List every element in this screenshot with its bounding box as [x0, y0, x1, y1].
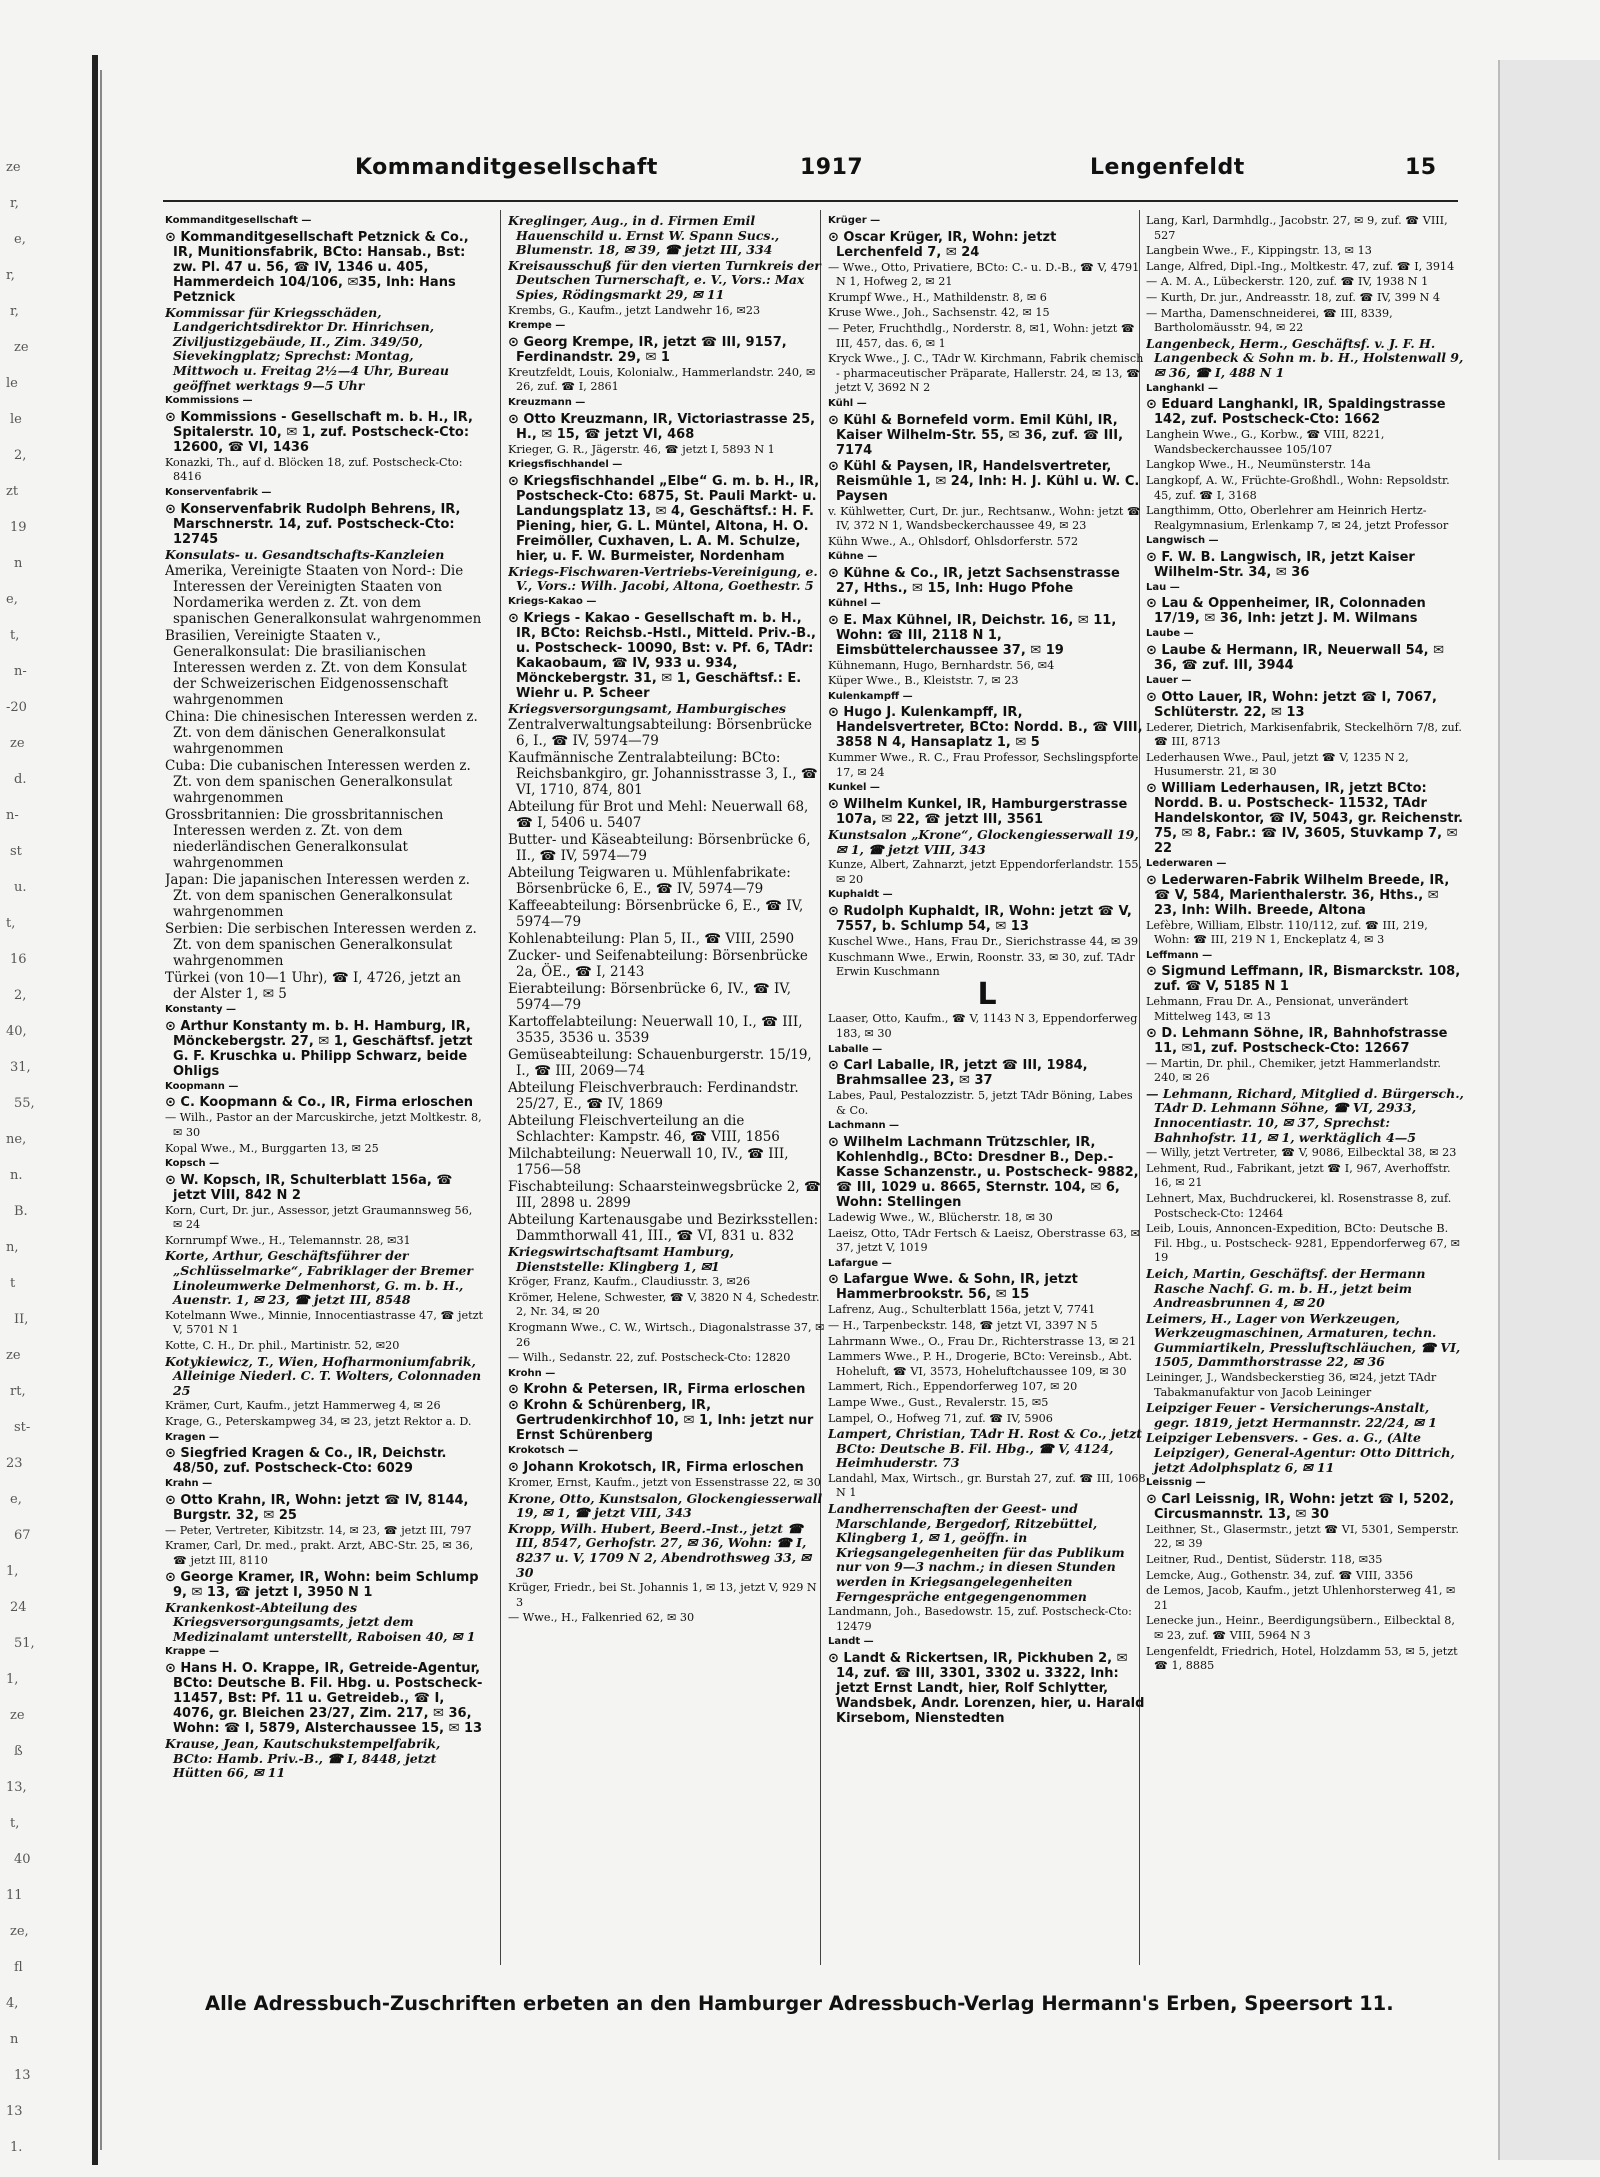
- directory-entry: Lederer, Dietrich, Markisenfabrik, Steckelhörn 7/8, zuf. ☎ III, 8713: [1146, 720, 1462, 749]
- directory-entry: — Kurth, Dr. jur., Andreasstr. 18, zuf. ☎ IV, 399 N 4: [1146, 290, 1440, 304]
- directory-entry: ⊙ Wilhelm Lachmann Trützschler, IR, Kohlenhdlg., BCto: Dresdner B., Dep.-Kasse Schanzenstr., u. Postscheck- 9882, ☎ III, 1029 u. 8665, Sternstr. 104, ✉ 6, Wohn: Stellingen: [828, 1134, 1139, 1210]
- margin-fragment: ze,: [10, 1924, 29, 1939]
- catchword: Kommissions —: [165, 395, 253, 407]
- catchword: Kreuzmann —: [508, 396, 586, 408]
- directory-entry: Krone, Otto, Kunstsalon, Glockengiesserwall 19, ✉ 1, ☎ jetzt VIII, 343: [508, 1490, 823, 1521]
- header-left-keyword: Kommanditgesellschaft: [355, 155, 658, 180]
- directory-entry: Zentralverwaltungsabteilung: Börsenbrücke 6, I., ☎ IV, 5974—79: [508, 717, 812, 750]
- directory-entry: Lederhausen Wwe., Paul, jetzt ☎ V, 1235 N 2, Husumerstr. 21, ✉ 30: [1146, 750, 1409, 779]
- margin-fragment: n.: [10, 1168, 23, 1183]
- margin-fragment: t: [10, 1276, 16, 1291]
- directory-entry: Milchabteilung: Neuerwall 10, IV., ☎ III, 1756—58: [508, 1146, 789, 1179]
- directory-entry: — Wwe., Otto, Privatiere, BCto: C.- u. D.-B., ☎ V, 4791 N 1, Hofweg 2, ✉ 21: [828, 260, 1140, 289]
- margin-fragment: n: [14, 556, 23, 571]
- directory-entry: Kohlenabteilung: Plan 5, II., ☎ VIII, 2590: [508, 931, 795, 948]
- margin-fragment: n-: [14, 664, 27, 679]
- margin-fragment: 13: [6, 2104, 23, 2119]
- margin-fragment: r,: [10, 196, 19, 211]
- catchword: Kunkel —: [828, 782, 880, 794]
- directory-entry: Kriegswirtschaftsamt Hamburg, Dienststelle: Klingberg 1, ✉1: [508, 1244, 734, 1274]
- margin-fragment: n,: [6, 1240, 19, 1255]
- directory-entry: ⊙ Krohn & Petersen, IR, Firma erloschen: [508, 1382, 806, 1398]
- margin-fragment: t,: [10, 628, 20, 643]
- directory-entry: Leib, Louis, Annoncen-Expedition, BCto: Deutsche B. Fil. Hbg., u. Postscheck- 9281, Eppendorferweg 67, ✉ 19: [1146, 1222, 1461, 1265]
- directory-entry: ⊙ Oscar Krüger, IR, Wohn: jetzt Lerchenfeld 7, ✉ 24: [828, 229, 1057, 260]
- directory-entry: Langkop Wwe., H., Neumünsterstr. 14a: [1146, 458, 1371, 472]
- directory-entry: — Wwe., H., Falkenried 62, ✉ 30: [508, 1611, 695, 1625]
- directory-entry: Krembs, G., Kaufm., jetzt Landwehr 16, ✉23: [508, 303, 761, 317]
- directory-entry: Kaufmännische Zentralabteilung: BCto: Reichsbankgiro, gr. Johannisstrasse 3, I., ☎ VI, 1710, 874, 801: [508, 750, 818, 799]
- directory-entry: Kuschel Wwe., Hans, Frau Dr., Sierichstrasse 44, ✉ 39: [828, 935, 1139, 949]
- directory-entry: Lenecke jun., Heinr., Beerdigungsübern., Eilbecktal 8, ✉ 23, zuf. ☎ VIII, 5964 N 3: [1146, 1614, 1455, 1642]
- directory-entry: Konazki, Th., auf d. Blöcken 18, zuf. Postscheck-Cto: 8416: [165, 455, 463, 484]
- directory-entry: ⊙ Laube & Hermann, IR, Neuerwall 54, ✉ 36, ☎ zuf. III, 3944: [1146, 643, 1445, 674]
- catchword: Kulenkampff —: [828, 690, 913, 702]
- directory-entry: Kühn Wwe., A., Ohlsdorf, Ohlsdorferstr. 572: [828, 534, 1079, 548]
- directory-entry: ⊙ Carl Laballe, IR, jetzt ☎ III, 1984, Brahmsallee 23, ✉ 37: [828, 1058, 1088, 1089]
- margin-fragment: e,: [10, 1492, 22, 1507]
- next-page-edge: [1498, 60, 1600, 2160]
- directory-entry: Kuschmann Wwe., Erwin, Roonstr. 33, ✉ 30, zuf. TAdr Erwin Kuschmann: [828, 950, 1135, 979]
- directory-entry: Krage, G., Peterskampweg 34, ✉ 23, jetzt Rektor a. D.: [165, 1415, 472, 1428]
- catchword: Laube —: [1146, 628, 1194, 640]
- directory-entry: Amerika, Vereinigte Staaten von Nord-: Die Interessen der Vereinigten Staaten von Nordamerika werden z. Zt. von dem spanischen Generalkonsulat wahrgenommen: [165, 563, 482, 628]
- directory-entry: Krüger, Friedr., bei St. Johannis 1, ✉ 13, jetzt V, 929 N 3: [508, 1581, 817, 1609]
- catchword: Laballe —: [828, 1043, 883, 1055]
- margin-fragment: le: [6, 376, 18, 391]
- directory-entry: ⊙ Kommissions - Gesellschaft m. b. H., IR, Spitalerstr. 10, ✉ 1, zuf. Postscheck-Cto: 12600, ☎ VI, 1436: [165, 409, 473, 455]
- margin-fragment: 19: [10, 520, 27, 535]
- directory-entry: China: Die chinesischen Interessen werden z. Zt. von dem dänischen Generalkonsulat wahrgenommen: [165, 709, 478, 758]
- margin-fragment: II,: [14, 1312, 29, 1327]
- directory-entry: Lengenfeldt, Friedrich, Hotel, Holzdamm 53, ✉ 5, jetzt ☎ 1, 8885: [1146, 1644, 1458, 1673]
- directory-entry: Abteilung Teigwaren u. Mühlenfabrikate: Börsenbrücke 6, E., ☎ IV, 5974—79: [508, 865, 791, 898]
- directory-entry: Leich, Martin, Geschäftsf. der Hermann Rasche Nachf. G. m. b. H., jetzt beim Andreasbrunnen 4, ✉ 20: [1146, 1265, 1426, 1311]
- directory-entry: Kotte, C. H., Dr. phil., Martinistr. 52, ✉20: [165, 1339, 400, 1353]
- directory-entry: Leitner, Rud., Dentist, Süderstr. 118, ✉35: [1146, 1553, 1383, 1566]
- directory-entry: Krieger, G. R., Jägerstr. 46, ☎ jetzt I, 5893 N 1: [508, 442, 775, 456]
- catchword: Kragen —: [165, 1431, 219, 1443]
- directory-entry: ⊙ Kühl & Paysen, IR, Handelsvertreter, Reismühle 1, ✉ 24, Inh: H. J. Kühl u. W. C. Paysen: [828, 458, 1140, 504]
- catchword: Landt —: [828, 1636, 874, 1648]
- directory-entry: ⊙ Siegfried Kragen & Co., IR, Deichstr. 48/50, zuf. Postscheck-Cto: 6029: [165, 1446, 447, 1477]
- directory-entry: Lehmann, Frau Dr. A., Pensionat, unverändert Mittelweg 143, ✉ 13: [1146, 995, 1409, 1023]
- directory-entry: ⊙ Eduard Langhankl, IR, Spaldingstrasse 142, zuf. Postscheck-Cto: 1662: [1146, 397, 1446, 428]
- directory-entry: Laeisz, Otto, TAdr Fertsch & Laeisz, Oberstrasse 63, ✉ 37, jetzt V, 1019: [828, 1226, 1140, 1255]
- directory-entry: ⊙ D. Lehmann Söhne, IR, Bahnhofstrasse 11, ✉1, zuf. Postscheck-Cto: 12667: [1146, 1025, 1448, 1056]
- directory-entry: Lampel, O., Hofweg 71, zuf. ☎ IV, 5906: [828, 1411, 1053, 1425]
- directory-entry: — Peter, Fruchthdlg., Norderstr. 8, ✉1, Wohn: jetzt ☎ III, 457, das. 6, ✉ 1: [828, 321, 1135, 350]
- directory-entry: ⊙ Lau & Oppenheimer, IR, Colonnaden 17/19, ✉ 36, Inh: jetzt J. M. Wilmans: [1146, 596, 1426, 627]
- margin-fragment: 40,: [6, 1024, 27, 1039]
- directory-entry: — Peter, Vertreter, Kibitzstr. 14, ✉ 23, ☎ jetzt III, 797: [165, 1523, 472, 1537]
- catchword: Lafargue —: [828, 1257, 892, 1269]
- margin-fragment: ne,: [6, 1132, 27, 1147]
- margin-fragment: e,: [6, 592, 18, 607]
- directory-entry: Leipziger Lebensvers. - Ges. a. G., (Alte Leipziger), General-Agentur: Otto Dittrich, jetzt Adolphsplatz 6, ✉ 11: [1146, 1430, 1455, 1475]
- margin-fragment: rt,: [10, 1384, 26, 1399]
- margin-fragment: 1.: [10, 2140, 23, 2155]
- directory-entry: ⊙ E. Max Kühnel, IR, Deichstr. 16, ✉ 11, Wohn: ☎ III, 2118 N 1, Eimsbüttelerchaussee 37, ✉ 19: [828, 612, 1117, 658]
- directory-entry: Ladewig Wwe., W., Blücherstr. 18, ✉ 30: [828, 1210, 1053, 1224]
- directory-entry: Lange, Alfred, Dipl.-Ing., Moltkestr. 47, zuf. ☎ I, 3914: [1146, 259, 1455, 273]
- directory-entry: Langthimm, Otto, Oberlehrer am Heinrich Hertz-Realgymnasium, Erlenkamp 7, ✉ 24, jetzt Professor: [1146, 504, 1449, 532]
- section-letter-heading: L: [977, 976, 997, 1012]
- directory-entry: ⊙ Rudolph Kuphaldt, IR, Wohn: jetzt ☎ V, 7557, b. Schlump 54, ✉ 13: [828, 904, 1132, 935]
- directory-entry: Krause, Jean, Kautschukstempelfabrik, BCto: Hamb. Priv.-B., ☎ I, 8448, jetzt Hütten 66, ✉ 11: [165, 1735, 441, 1781]
- catchword: Kühl —: [828, 397, 867, 409]
- directory-entry: ⊙ Otto Krahn, IR, Wohn: jetzt ☎ IV, 8144, Burgstr. 32, ✉ 25: [165, 1492, 469, 1523]
- catchword: Langhankl —: [1146, 382, 1218, 394]
- margin-fragment: 13: [14, 2068, 31, 2083]
- margin-fragment: ze: [10, 736, 25, 751]
- catchword: Lau —: [1146, 581, 1180, 593]
- margin-fragment: st: [10, 844, 22, 859]
- catchword: Krohn —: [508, 1367, 556, 1379]
- catchword: Krüger —: [828, 215, 881, 226]
- margin-fragment: 2,: [14, 988, 27, 1003]
- margin-fragment: ze: [6, 160, 21, 175]
- directory-entry: Eierabteilung: Börsenbrücke 6, IV., ☎ IV, 5974—79: [508, 981, 792, 1014]
- directory-entry: — A. M. A., Lübeckerstr. 120, zuf. ☎ IV, 1938 N 1: [1146, 275, 1429, 289]
- directory-entry: Krogmann Wwe., C. W., Wirtsch., Diagonalstrasse 37, ✉ 26: [508, 1321, 825, 1349]
- directory-entry: Küper Wwe., B., Kleiststr. 7, ✉ 23: [828, 674, 1019, 688]
- directory-entry: Abteilung für Brot und Mehl: Neuerwall 68, ☎ I, 5406 u. 5407: [508, 799, 809, 832]
- directory-entry: Kröger, Franz, Kaufm., Claudiusstr. 3, ✉26: [508, 1275, 751, 1289]
- directory-entry: Leipziger Feuer - Versicherungs-Anstalt, gegr. 1819, jetzt Hermannstr. 22/24, ✉ 1: [1146, 1400, 1437, 1430]
- directory-entry: Butter- und Käseabteilung: Börsenbrücke 6, II., ☎ IV, 5974—79: [508, 832, 811, 865]
- directory-entry: — Wilh., Sedanstr. 22, zuf. Postscheck-Cto: 12820: [508, 1351, 791, 1365]
- margin-fragment: 24: [10, 1600, 27, 1615]
- margin-fragment: zt: [6, 484, 19, 499]
- directory-entry: — Lehmann, Richard, Mitglied d. Bürgersch., TAdr D. Lehmann Söhne, ☎ VI, 2933, Innocentiastr. 10, ✉ 37, Sprechst: Bahnhofstr. 11, ✉ 1, werktäglich 4—5: [1146, 1085, 1464, 1145]
- directory-entry: Langbein Wwe., F., Kippingstr. 13, ✉ 13: [1146, 244, 1372, 258]
- catchword: Koopmann —: [165, 1080, 239, 1092]
- directory-entry: Kotelmann Wwe., Minnie, Innocentiastrasse 47, ☎ jetzt V, 5701 N 1: [165, 1308, 483, 1337]
- directory-entry: ⊙ Lederwaren-Fabrik Wilhelm Breede, IR, ☎ V, 584, Marienthalerstr. 36, Hths., ✉ 23, Inh: Wilh. Breede, Altona: [1146, 872, 1450, 918]
- directory-entry: Kramer, Carl, Dr. med., prakt. Arzt, ABC-Str. 25, ✉ 36, ☎ jetzt III, 8110: [165, 1539, 474, 1567]
- directory-entry: Lampe Wwe., Gust., Revalerstr. 15, ✉5: [828, 1395, 1049, 1409]
- running-header: [160, 155, 1452, 195]
- directory-entry: Kriegsversorgungsamt, Hamburgisches: [508, 700, 786, 716]
- catchword: Kühne —: [828, 551, 878, 563]
- directory-entry: ⊙ Arthur Konstanty m. b. H. Hamburg, IR, Mönckebergstr. 27, ✉ 1, Geschäftsf. jetzt G. F. Kruschka u. Philipp Schwarz, beide Ohligs: [165, 1018, 473, 1079]
- directory-entry: Kaffeeabteilung: Börsenbrücke 6, E., ☎ IV, 5974—79: [508, 898, 804, 931]
- column-divider: [500, 210, 501, 1965]
- margin-fragment: r,: [10, 304, 19, 319]
- directory-entry: Lampert, Christian, TAdr H. Rost & Co., jetzt BCto: Deutsche B. Fil. Hbg., ☎ V, 4124, Heimhuderstr. 73: [828, 1426, 1142, 1471]
- directory-entry: Lang, Karl, Darmhdlg., Jacobstr. 27, ✉ 9, zuf. ☎ VIII, 527: [1146, 214, 1448, 242]
- margin-fragment: 55,: [14, 1096, 35, 1111]
- directory-entry: Cuba: Die cubanischen Interessen werden z. Zt. von dem spanischen Generalkonsulat wahrgenommen: [165, 758, 471, 807]
- book-spine: [92, 55, 98, 2165]
- header-rule: [163, 200, 1458, 202]
- catchword: Lederwaren —: [1146, 858, 1227, 870]
- margin-fragment: -20: [6, 700, 27, 715]
- directory-entry: ⊙ Kühl & Bornefeld vorm. Emil Kühl, IR, Kaiser Wilhelm-Str. 55, ✉ 36, zuf. ☎ III, 7174: [828, 412, 1124, 458]
- directory-entry: Kartoffelabteilung: Neuerwall 10, I., ☎ III, 3535, 3536 u. 3539: [508, 1014, 803, 1047]
- spine-shadow: [100, 70, 102, 2150]
- margin-fragment: 31,: [10, 1060, 31, 1075]
- directory-entry: Laaser, Otto, Kaufm., ☎ V, 1143 N 3, Eppendorferweg 183, ✉ 30: [828, 1012, 1138, 1040]
- directory-entry: Grossbritannien: Die grossbritannischen Interessen werden z. Zt. von dem niederländischen Generalkonsulat wahrgenommen: [165, 807, 444, 872]
- margin-fragment: t,: [6, 916, 16, 931]
- directory-entry: Kunstsalon „Krone“, Glockengiesserwall 19, ✉ 1, ☎ jetzt VIII, 343: [828, 827, 1139, 857]
- directory-entry: ⊙ C. Koopmann & Co., IR, Firma erloschen: [165, 1095, 474, 1111]
- directory-entry: Langkopf, A. W., Früchte-Großhdl., Wohn: Repsoldstr. 45, zuf. ☎ I, 3168: [1146, 473, 1450, 502]
- column-2: [508, 214, 826, 1964]
- catchword: Kuphaldt —: [828, 889, 893, 901]
- margin-fragment: ze: [10, 1708, 25, 1723]
- directory-entry: Kunze, Albert, Zahnarzt, jetzt Eppendorferlandstr. 155, ✉ 20: [828, 858, 1143, 886]
- catchword: Kriegs-Kakao —: [508, 595, 597, 607]
- catchword: Lauer —: [1146, 675, 1192, 687]
- directory-entry: v. Kühlwetter, Curt, Dr. jur., Rechtsanw., Wohn: jetzt ☎ IV, 372 N 1, Wandsbeckerchaussee 49, ✉ 23: [828, 504, 1141, 533]
- directory-entry: — Martha, Damenschneiderei, ☎ III, 8339, Bartholomäusstr. 94, ✉ 22: [1146, 306, 1393, 335]
- directory-entry: Abteilung Kartenausgabe und Bezirksstellen: Dammthorwall 41, III., ☎ VI, 831 u. 832: [508, 1212, 819, 1245]
- directory-entry: ⊙ Lafargue Wwe. & Sohn, IR, jetzt Hammerbrookstr. 56, ✉ 15: [828, 1272, 1078, 1303]
- directory-entry: ⊙ Carl Leissnig, IR, Wohn: jetzt ☎ I, 5202, Circusmannstr. 13, ✉ 30: [1146, 1491, 1455, 1522]
- margin-fragment: 11: [6, 1888, 23, 1903]
- directory-entry: Kreglinger, Aug., in d. Firmen Emil Hauenschild u. Ernst W. Spann Sucs., Blumenstr. 18, ✉ 39, ☎ jetzt III, 334: [508, 214, 780, 258]
- directory-entry: Abteilung Fleischverbrauch: Ferdinandstr. 25/27, E., ☎ IV, 1869: [508, 1080, 799, 1113]
- catchword: Krokotsch —: [508, 1445, 579, 1457]
- footer-notice: Alle Adressbuch-Zuschriften erbeten an den Hamburger Adressbuch-Verlag Hermann's Erben, Speersort 11.: [205, 1992, 1394, 2015]
- directory-entry: Kromer, Ernst, Kaufm., jetzt von Essenstrasse 22, ✉ 30: [508, 1476, 821, 1490]
- margin-fragment: 4,: [6, 1996, 19, 2011]
- directory-entry: Lehnert, Max, Buchdruckerei, kl. Rosenstrasse 8, zuf. Postscheck-Cto: 12464: [1146, 1191, 1452, 1220]
- catchword: Lachmann —: [828, 1120, 900, 1132]
- directory-entry: Korte, Arthur, Geschäftsführer der „Schlüsselmarke“, Fabriklager der Bremer Linoleumwerke Delmenhorst, G. m. b. H., Auenstr. 1, ✉ 23, ☎ jetzt III, 8548: [165, 1248, 473, 1308]
- directory-entry: Kopal Wwe., M., Burggarten 13, ✉ 25: [165, 1141, 379, 1155]
- directory-entry: Krumpf Wwe., H., Mathildenstr. 8, ✉ 6: [828, 290, 1047, 304]
- margin-fragment: ß: [14, 1744, 23, 1759]
- margin-fragment: fl: [14, 1960, 23, 1975]
- directory-entry: ⊙ Wilhelm Kunkel, IR, Hamburgerstrasse 107a, ✉ 22, ☎ jetzt III, 3561: [828, 797, 1128, 828]
- directory-entry: Korn, Curt, Dr. jur., Assessor, jetzt Graumannsweg 56, ✉ 24: [165, 1203, 473, 1232]
- directory-entry: Leimers, H., Lager von Werkzeugen, Werkzeugmaschinen, Armaturen, techn. Gummiartikeln, Pressluftschläuchen, ☎ VI, 1505, Dammthorstrasse 22, ✉ 36: [1146, 1310, 1461, 1370]
- margin-fragment: 16: [10, 952, 27, 967]
- directory-entry: ⊙ Johann Krokotsch, IR, Firma erloschen: [508, 1460, 804, 1476]
- margin-fragment: ze: [6, 1348, 21, 1363]
- catchword: Kommanditgesellschaft —: [165, 215, 312, 226]
- directory-entry: Serbien: Die serbischen Interessen werden z. Zt. von dem spanischen Generalkonsulat wahrgenommen: [165, 921, 477, 970]
- directory-entry: ⊙ Konservenfabrik Rudolph Behrens, IR, Marschnerstr. 14, zuf. Postscheck-Cto: 12745: [165, 501, 461, 547]
- directory-entry: Lemcke, Aug., Gothenstr. 34, zuf. ☎ VIII, 3356: [1146, 1568, 1413, 1582]
- catchword: Konstanty —: [165, 1004, 236, 1016]
- directory-entry: Kummer Wwe., R. C., Frau Professor, Sechslingspforte 17, ✉ 24: [828, 751, 1139, 779]
- margin-fragment: t,: [10, 1816, 20, 1831]
- directory-entry: Zucker- und Seifenabteilung: Börsenbrücke 2a, ÖE., ☎ I, 2143: [508, 948, 808, 981]
- margin-fragment: ze: [14, 340, 29, 355]
- directory-entry: ⊙ Kühne & Co., IR, jetzt Sachsenstrasse 27, Hths., ✉ 15, Inh: Hugo Pfohe: [828, 565, 1120, 596]
- directory-entry: Kreisausschuß für den vierten Turnkreis der Deutschen Turnerschaft, e. V., Vors.: Max Spies, Rödingsmarkt 29, ✉ 11: [508, 257, 821, 302]
- margin-fragment: 1,: [6, 1564, 19, 1579]
- directory-entry: de Lemos, Jacob, Kaufm., jetzt Uhlenhorsterweg 41, ✉ 21: [1146, 1584, 1456, 1612]
- directory-entry: ⊙ Otto Lauer, IR, Wohn: jetzt ☎ I, 7067, Schlüterstr. 22, ✉ 13: [1146, 689, 1437, 720]
- directory-entry: ⊙ Sigmund Leffmann, IR, Bismarckstr. 108, zuf. ☎ V, 5185 N 1: [1146, 964, 1461, 995]
- directory-entry: Krämer, Curt, Kaufm., jetzt Hammerweg 4, ✉ 26: [165, 1399, 441, 1413]
- margin-fragment: n-: [6, 808, 19, 823]
- directory-entry: Kriegs-Fischwaren-Vertriebs-Vereinigung, e. V., Vors.: Wilh. Jacobi, Altona, Goethestr. 5: [508, 563, 818, 594]
- directory-entry: Landahl, Max, Wirtsch., gr. Burstah 27, zuf. ☎ III, 1068 N 1: [828, 1471, 1146, 1500]
- previous-page-margin: [0, 60, 88, 2155]
- directory-entry: ⊙ Kriegs - Kakao - Gesellschaft m. b. H., IR, BCto: Reichsb.-Hstl., Mitteld. Priv.-B., u. Postscheck- 10090, Bst: v. Pf. 6, TAdr: Kakaobaum, ☎ IV, 933 u. 934, Mönckebergstr. 31, ✉ 1, Geschäftsf.: E. Wiehr u. P. Scheer: [508, 610, 816, 701]
- catchword: Langwisch —: [1146, 535, 1219, 547]
- directory-entry: Lahrmann Wwe., O., Frau Dr., Richterstrasse 13, ✉ 21: [828, 1334, 1137, 1348]
- directory-entry: ⊙ Otto Kreuzmann, IR, Victoriastrasse 25, H., ✉ 15, ☎ jetzt VI, 468: [508, 411, 816, 442]
- header-right-keyword: Lengenfeldt: [1090, 155, 1245, 180]
- directory-entry: Leininger, J., Wandsbeckerstieg 36, ✉24, jetzt TAdr Tabakmanufaktur von Jacob Leininger: [1146, 1371, 1437, 1399]
- margin-fragment: 51,: [14, 1636, 35, 1651]
- directory-entry: — H., Tarpenbeckstr. 148, ☎ jetzt VI, 3397 N 5: [828, 1318, 1098, 1332]
- directory-entry: Konsulats- u. Gesandtschafts-Kanzleien: [165, 546, 445, 562]
- margin-fragment: 2,: [14, 448, 27, 463]
- directory-entry: Kornrumpf Wwe., H., Telemannstr. 28, ✉31: [165, 1233, 411, 1247]
- directory-entry: Brasilien, Vereinigte Staaten v., Generalkonsulat: Die brasilianischen Interessen werden z. Zt. von dem Konsulat der Schweizerischen Eidgenossenschaft wahrgenommen: [165, 628, 467, 709]
- directory-entry: Lammert, Rich., Eppendorferweg 107, ✉ 20: [828, 1380, 1078, 1394]
- column-4: [1146, 214, 1464, 1964]
- directory-entry: — Wilh., Pastor an der Marcuskirche, jetzt Moltkestr. 8, ✉ 30: [165, 1111, 482, 1139]
- directory-entry: Landherrenschaften der Geest- und Marschlande, Bergedorf, Ritzebüttel, Klingberg 1, ✉ 1, geöffn. in Kriegsangelegenheiten für das Publikum nur von 9—3 nachm.; in diesen Stunden werden in Kriegsangelegenheiten Ferngespräche entgegengenommen: [828, 1501, 1125, 1604]
- margin-fragment: e,: [14, 232, 26, 247]
- directory-entry: Türkei (von 10—1 Uhr), ☎ I, 4726, jetzt an der Alster 1, ✉ 5: [165, 970, 462, 1003]
- margin-fragment: le: [10, 412, 22, 427]
- header-year: 1917: [800, 155, 864, 180]
- margin-fragment: u.: [14, 880, 27, 895]
- directory-entry: Langenbeck, Herm., Geschäftsf. v. J. F. H. Langenbeck & Sohn m. b. H., Holstenwall 9, ✉ 36, ☎ I, 488 N 1: [1146, 335, 1464, 380]
- directory-entry: Kropp, Wilh. Hubert, Beerd.-Inst., jetzt ☎ III, 8547, Gerhofstr. 27, ✉ 36, Wohn: ☎ I, 8237 u. V, 1709 N 2, Abendrothsweg 33, ✉ 30: [508, 1520, 811, 1580]
- directory-entry: Lafrenz, Aug., Schulterblatt 156a, jetzt V, 7741: [828, 1303, 1096, 1317]
- catchword: Krahn —: [165, 1478, 213, 1490]
- directory-entry: Lehment, Rud., Fabrikant, jetzt ☎ I, 967, Averhoffstr. 16, ✉ 21: [1146, 1161, 1451, 1190]
- margin-fragment: 1,: [6, 1672, 19, 1687]
- margin-fragment: 67: [14, 1528, 31, 1543]
- catchword: Kühnel —: [828, 597, 881, 609]
- catchword: Kriegsfischhandel —: [508, 459, 623, 471]
- directory-entry: Krömer, Helene, Schwester, ☎ V, 3820 N 4, Schedestr. 2, Nr. 34, ✉ 20: [508, 1290, 820, 1319]
- margin-fragment: B.: [14, 1204, 28, 1219]
- margin-fragment: n: [10, 2032, 19, 2047]
- catchword: Leissnig —: [1146, 1477, 1206, 1489]
- directory-entry: — Martin, Dr. phil., Chemiker, jetzt Hammerlandstr. 240, ✉ 26: [1146, 1056, 1441, 1085]
- directory-entry: ⊙ George Kramer, IR, Wohn: beim Schlump 9, ✉ 13, ☎ jetzt I, 3950 N 1: [165, 1569, 479, 1600]
- directory-entry: Krankenkost-Abteilung des Kriegsversorgungsamts, jetzt dem Medizinalamt unterstellt, Raboisen 40, ✉ 1: [165, 1599, 476, 1644]
- catchword: Leffmann —: [1146, 949, 1213, 961]
- directory-entry: Kryck Wwe., J. C., TAdr W. Kirchmann, Fabrik chemisch - pharmaceutischer Präparate, Hallerstr. 24, ✉ 13, ☎ jetzt V, 3692 N 2: [828, 352, 1144, 395]
- directory-entry: ⊙ William Lederhausen, IR, jetzt BCto: Nordd. B. u. Postscheck- 11532, TAdr Handelskontor, ☎ IV, 5043, gr. Reichenstr. 75, ✉ 8, Fabr.: ☎ IV, 3605, Stuvkamp 7, ✉ 22: [1146, 781, 1463, 857]
- directory-entry: Gemüseabteilung: Schauenburgerstr. 15/19, I., ☎ III, 2069—74: [508, 1047, 812, 1080]
- directory-entry: Kreutzfeldt, Louis, Kolonialw., Hammerlandstr. 240, ✉ 26, zuf. ☎ I, 2861: [508, 365, 816, 394]
- margin-fragment: st-: [14, 1420, 31, 1435]
- directory-entry: Abteilung Fleischverteilung an die Schlachter: Kampstr. 46, ☎ VIII, 1856: [508, 1113, 780, 1146]
- directory-entry: Lammers Wwe., P. H., Drogerie, BCto: Vereinsb., Abt. Hoheluft, ☎ VI, 3573, Hoheluftchaussee 109, ✉ 30: [828, 1350, 1133, 1378]
- directory-entry: Japan: Die japanischen Interessen werden z. Zt. von dem spanischen Generalkonsulat wahrgenommen: [165, 872, 470, 921]
- directory-entry: ⊙ W. Kopsch, IR, Schulterblatt 156a, ☎ jetzt VIII, 842 N 2: [165, 1172, 453, 1203]
- margin-fragment: r,: [6, 268, 15, 283]
- column-1: [165, 214, 483, 1964]
- directory-entry: Kühnemann, Hugo, Bernhardstr. 56, ✉4: [828, 658, 1055, 672]
- margin-fragment: 13,: [6, 1780, 27, 1795]
- directory-entry: Langhein Wwe., G., Korbw., ☎ VIII, 8221, Wandsbeckerchaussee 105/107: [1146, 428, 1385, 456]
- margin-fragment: 23: [6, 1456, 23, 1471]
- directory-entry: ⊙ Georg Krempe, IR, jetzt ☎ III, 9157, Ferdinandstr. 29, ✉ 1: [508, 334, 787, 365]
- directory-entry: ⊙ Landt & Rickertsen, IR, Pickhuben 2, ✉ 14, zuf. ☎ III, 3301, 3302 u. 3322, Inh: jetzt Ernst Landt, hier, Rolf Schlytter, Wandsbek, Andr. Lorenzen, hier, u. Harald Kirsebom, Nienstedten: [828, 1651, 1145, 1726]
- directory-entry: Lefèbre, William, Elbstr. 110/112, zuf. ☎ III, 219, Wohn: ☎ III, 219 N 1, Enckeplatz 4, ✉ 3: [1146, 918, 1428, 947]
- directory-entry: ⊙ Hugo J. Kulenkampff, IR, Handelsvertreter, BCto: Nordd. B., ☎ VIII, 3858 N 4, Hansaplatz 1, ✉ 5: [828, 705, 1143, 751]
- directory-entry: ⊙ F. W. B. Langwisch, IR, jetzt Kaiser Wilhelm-Str. 34, ✉ 36: [1146, 549, 1415, 580]
- column-3: [828, 214, 1146, 1964]
- directory-entry: ⊙ Kommanditgesellschaft Petznick & Co., IR, Munitionsfabrik, BCto: Hansab., Bst: zw. Pl. 47 u. 56, ☎ IV, 1346 u. 405, Hammerdeich 104/106, ✉35, Inh: Hans Petznick: [165, 229, 469, 305]
- page-number: 15: [1405, 155, 1437, 180]
- catchword: Krappe —: [165, 1646, 220, 1658]
- catchword: Kopsch —: [165, 1158, 220, 1170]
- margin-fragment: d.: [14, 772, 27, 787]
- directory-entry: Fischabteilung: Schaarsteinwegsbrücke 2, ☎ III, 2898 u. 2899: [508, 1179, 821, 1212]
- directory-entry: Labes, Paul, Pestalozzistr. 5, jetzt TAdr Böning, Labes & Co.: [828, 1089, 1133, 1117]
- directory-entry: Landmann, Joh., Basedowstr. 15, zuf. Postscheck-Cto: 12479: [828, 1605, 1132, 1633]
- directory-entry: Kruse Wwe., Joh., Sachsenstr. 42, ✉ 15: [828, 306, 1050, 320]
- directory-entry: ⊙ Hans H. O. Krappe, IR, Getreide-Agentur, BCto: Deutsche B. Fil. Hbg. u. Postscheck- 11457, Bst: Pf. 11 u. Getreideb., ☎ I, 4076, gr. Bleichen 23/27, Zim. 217, ✉ 36, Wohn: ☎ I, 5879, Alsterchaussee 15, ✉ 13: [165, 1660, 483, 1736]
- directory-entry: ⊙ Krohn & Schürenberg, IR, Gertrudenkirchhof 10, ✉ 1, Inh: jetzt nur Ernst Schürenberg: [508, 1398, 814, 1444]
- margin-fragment: 40: [14, 1852, 31, 1867]
- directory-entry: Kommissar für Kriegsschäden, Landgerichtsdirektor Dr. Hinrichsen, Ziviljustizgebäude, II., Zim. 349/50, Sievekingplatz; Sprechst: Montag, Mittwoch u. Freitag 2½—4 Uhr, Bureau geöffnet werktags 9—5 Uhr: [165, 304, 450, 393]
- directory-entry: ⊙ Kriegsfischhandel „Elbe“ G. m. b. H., IR, Postscheck-Cto: 6875, St. Pauli Markt- u. Landungsplatz 13, ✉ 4, Geschäftsf.: H. F. Piening, hier, G. L. Müntel, Altona, H. O. Freimöller, Cuxhaven, L. A. M. Schulze, hier, u. F. W. Burmeister, Nordenham: [508, 473, 820, 564]
- catchword: Krempe —: [508, 320, 566, 332]
- catchword: Konservenfabrik —: [165, 486, 272, 498]
- directory-entry: Leithner, St., Glasermstr., jetzt ☎ VI, 5301, Semperstr. 22, ✉ 39: [1146, 1522, 1459, 1551]
- directory-entry: — Willy, jetzt Vertreter, ☎ V, 9086, Eilbecktal 38, ✉ 23: [1146, 1146, 1457, 1160]
- directory-entry: Kotykiewicz, T., Wien, Hofharmoniumfabrik, Alleinige Niederl. C. T. Wolters, Colonnaden 25: [165, 1353, 482, 1398]
